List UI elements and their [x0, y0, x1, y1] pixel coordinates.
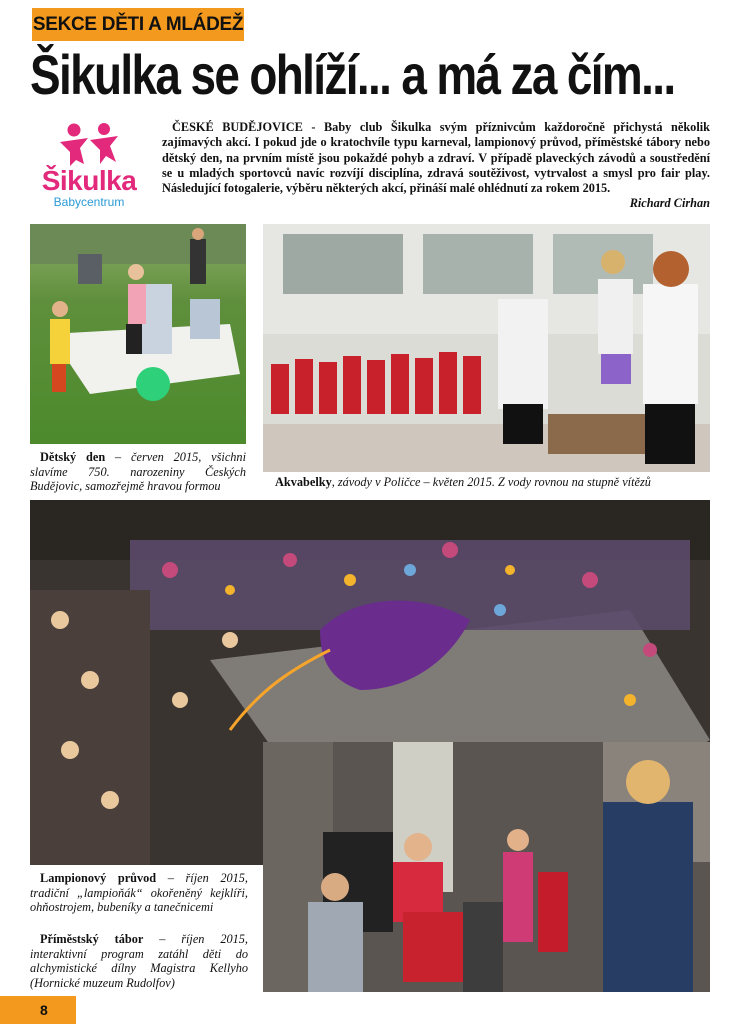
intro-paragraph [162, 120, 710, 212]
caption-text: – říjen 2015, tradiční „lampioňák“ okořeněný kejklíři, ohňostrojem, bubeníky a tanečnicemi [30, 871, 248, 914]
page-number: 8 [0, 996, 76, 1024]
section-label: SEKCE DĚTI A MLÁDEŽ [32, 8, 244, 41]
caption-primestsky-tabor [30, 932, 248, 990]
photo-detsky-den [30, 224, 246, 444]
caption-lampionovy-pruvod [30, 871, 248, 915]
caption-title: Lampionový průvod [40, 871, 157, 885]
caption-detsky-den [30, 450, 246, 494]
caption-text: – červen 2015, všichni slavíme 750. narozeniny Českých Budějovic, samozřejmě hravou formou [30, 450, 247, 493]
caption-akvabelky [275, 475, 710, 490]
caption-title: Akvabelky [275, 475, 332, 489]
caption-text: , závody v Poličce – květen 2015. Z vody rovnou na stupně vítězů [331, 475, 651, 489]
author: Richard Cirhan [629, 196, 710, 211]
dancing-figures-icon [60, 123, 118, 166]
intro-place: ČESKÉ BUDĚJOVICE [172, 120, 303, 134]
caption-title: Příměstský tábor [40, 932, 144, 946]
logo-subtitle: Babycentrum [53, 195, 125, 209]
page-title: Šikulka se ohlíží... a má za čím... [30, 43, 675, 106]
caption-text: – říjen 2015, interaktivní program zatáhl děti do alchymistické dílny Magistra Kellyho (Hornické muzeum Rudolfov) [30, 932, 248, 990]
photo-akvabelky [263, 224, 710, 472]
logo-name: Šikulka [41, 165, 137, 196]
intro-text: - Baby club Šikulka svým příznivcům každoročně přichystá několik zajímavých akcí. I pokud jde o kratochvíle typu karneval, lampionový průvod, příměstské tábory nebo dětský den, na prvním místě jsou pokaždé pohyb a zdraví. V případě plaveckých závodů a soustředění se u mladých sportovců navíc rozvíjí disciplína, zdravá soutěživost, vytrvalost a smysl pro fair play. Následující fotogalerie, výběru některých akcí, přináší malé ohlédnutí za rokem 2015. [162, 120, 710, 196]
caption-title: Dětský den [40, 450, 106, 464]
photo-primestsky-tabor [263, 742, 710, 992]
